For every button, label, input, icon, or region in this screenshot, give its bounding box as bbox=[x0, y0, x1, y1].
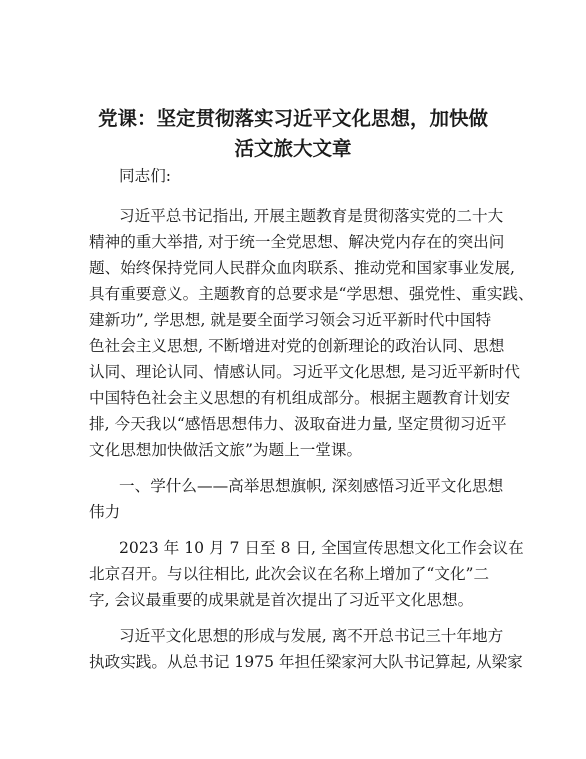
paragraph-line: 习近平总书记指出, 开展主题教育是贯彻落实党的二十大 bbox=[119, 207, 504, 225]
paragraph-line: 字, 会议最重要的成果就是首次提出了习近平文化思想。 bbox=[89, 591, 474, 609]
paragraph-line: 色社会主义思想, 不断增进对党的创新理论的政治认同、思想 bbox=[89, 337, 505, 355]
heading-line: 伟力 bbox=[89, 503, 121, 521]
paragraph-line: 具有重要意义。主题教育的总要求是“学思想、强党性、重实践、 bbox=[89, 285, 534, 303]
paragraph-line: 执政实践。从总书记 1975 年担任梁家河大队书记算起, 从梁家 bbox=[89, 653, 523, 671]
paragraph-line: 题、始终保持党同人民群众血肉联系、推动党和国家事业发展, bbox=[89, 259, 515, 277]
title-line-2: 活文旅大文章 bbox=[234, 137, 352, 160]
paragraph-line: 2023 年 10 月 7 日至 8 日, 全国宣传思想文化工作会议在 bbox=[119, 539, 524, 557]
paragraph-line: 排, 今天我以“感悟思想伟力、汲取奋进力量, 坚定贯彻习近平 bbox=[89, 415, 507, 433]
salutation: 同志们: bbox=[119, 167, 172, 185]
paragraph-line: 精神的重大举措, 对于统一全党思想、解决党内存在的突出问 bbox=[89, 233, 505, 251]
paragraph-line: 习近平文化思想的形成与发展, 离不开总书记三十年地方 bbox=[119, 627, 504, 645]
title-line-1: 党课：坚定贯彻落实习近平文化思想，加快做 bbox=[97, 107, 488, 130]
paragraph-line: 认同、理论认同、情感认同。习近平文化思想, 是习近平新时代 bbox=[89, 363, 520, 381]
paragraph-line: 中国特色社会主义思想的有机组成部分。根据主题教育计划安 bbox=[89, 389, 511, 407]
heading-line: 一、学什么——高举思想旗帜, 深刻感悟习近平文化思想 bbox=[119, 477, 504, 495]
paragraph-line: 文化思想加快做活文旅”为题上一堂课。 bbox=[89, 441, 363, 459]
paragraph-line: 北京召开。与以往相比, 此次会议在名称上增加了“文化”二 bbox=[89, 565, 490, 583]
paragraph-line: 建新功”, 学思想, 就是要全面学习领会习近平新时代中国特 bbox=[89, 311, 492, 329]
